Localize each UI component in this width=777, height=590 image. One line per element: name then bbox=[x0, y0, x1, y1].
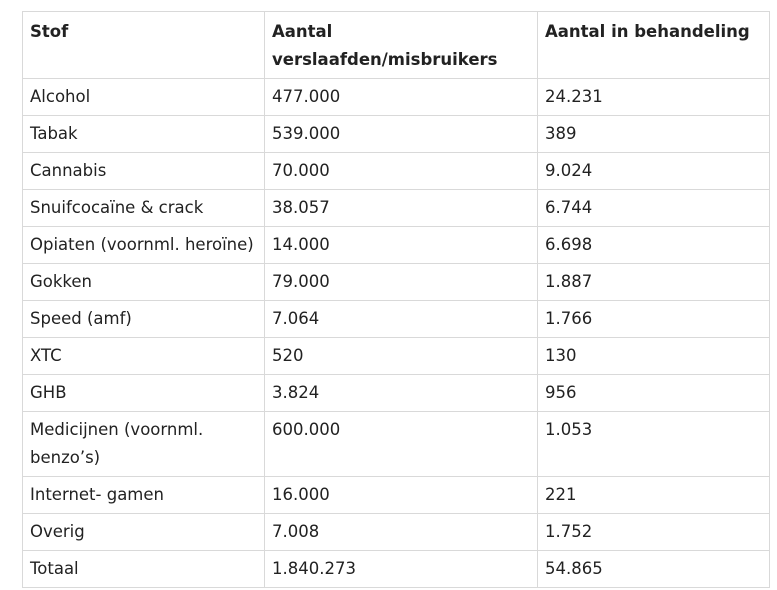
cell-verslaafden: 7.008 bbox=[265, 514, 538, 551]
table-row-total bbox=[23, 551, 770, 588]
cell-behandeling: 1.053 bbox=[538, 412, 770, 477]
cell-stof: Opiaten (voornml. heroïne) bbox=[23, 227, 265, 264]
cell-behandeling: 54.865 bbox=[538, 551, 770, 588]
cell-verslaafden: 539.000 bbox=[265, 116, 538, 153]
table-row bbox=[23, 412, 770, 477]
cell-behandeling: 389 bbox=[538, 116, 770, 153]
cell-stof: Alcohol bbox=[23, 79, 265, 116]
header-aantal-verslaafden: Aantal verslaafden/misbruikers bbox=[265, 12, 538, 79]
header-aantal-in-behandeling: Aantal in behandeling bbox=[538, 12, 770, 79]
data-table bbox=[22, 11, 770, 588]
cell-stof: XTC bbox=[23, 338, 265, 375]
cell-stof: Speed (amf) bbox=[23, 301, 265, 338]
cell-verslaafden: 1.840.273 bbox=[265, 551, 538, 588]
header-row bbox=[23, 12, 770, 79]
cell-stof: Snuifcocaïne & crack bbox=[23, 190, 265, 227]
table-row bbox=[23, 190, 770, 227]
cell-verslaafden: 7.064 bbox=[265, 301, 538, 338]
table-row bbox=[23, 116, 770, 153]
cell-behandeling: 130 bbox=[538, 338, 770, 375]
cell-behandeling: 1.752 bbox=[538, 514, 770, 551]
cell-behandeling: 9.024 bbox=[538, 153, 770, 190]
table-row bbox=[23, 301, 770, 338]
cell-behandeling: 221 bbox=[538, 477, 770, 514]
table-row bbox=[23, 79, 770, 116]
cell-behandeling: 24.231 bbox=[538, 79, 770, 116]
cell-verslaafden: 477.000 bbox=[265, 79, 538, 116]
cell-verslaafden: 3.824 bbox=[265, 375, 538, 412]
cell-stof: Tabak bbox=[23, 116, 265, 153]
cell-stof: Cannabis bbox=[23, 153, 265, 190]
cell-stof: Internet- gamen bbox=[23, 477, 265, 514]
cell-stof: Totaal bbox=[23, 551, 265, 588]
cell-behandeling: 956 bbox=[538, 375, 770, 412]
cell-verslaafden: 38.057 bbox=[265, 190, 538, 227]
cell-behandeling: 6.744 bbox=[538, 190, 770, 227]
cell-verslaafden: 70.000 bbox=[265, 153, 538, 190]
cell-stof: GHB bbox=[23, 375, 265, 412]
cell-behandeling: 6.698 bbox=[538, 227, 770, 264]
header-stof: Stof bbox=[23, 12, 265, 79]
cell-verslaafden: 600.000 bbox=[265, 412, 538, 477]
table-row bbox=[23, 338, 770, 375]
cell-verslaafden: 14.000 bbox=[265, 227, 538, 264]
cell-behandeling: 1.766 bbox=[538, 301, 770, 338]
table-row bbox=[23, 153, 770, 190]
table-row bbox=[23, 514, 770, 551]
table-row bbox=[23, 264, 770, 301]
cell-verslaafden: 520 bbox=[265, 338, 538, 375]
table-row bbox=[23, 227, 770, 264]
table-row bbox=[23, 477, 770, 514]
cell-stof: Medicijnen (voornml. benzo’s) bbox=[23, 412, 265, 477]
cell-stof: Gokken bbox=[23, 264, 265, 301]
cell-verslaafden: 79.000 bbox=[265, 264, 538, 301]
cell-behandeling: 1.887 bbox=[538, 264, 770, 301]
cell-stof: Overig bbox=[23, 514, 265, 551]
cell-verslaafden: 16.000 bbox=[265, 477, 538, 514]
table-row bbox=[23, 375, 770, 412]
